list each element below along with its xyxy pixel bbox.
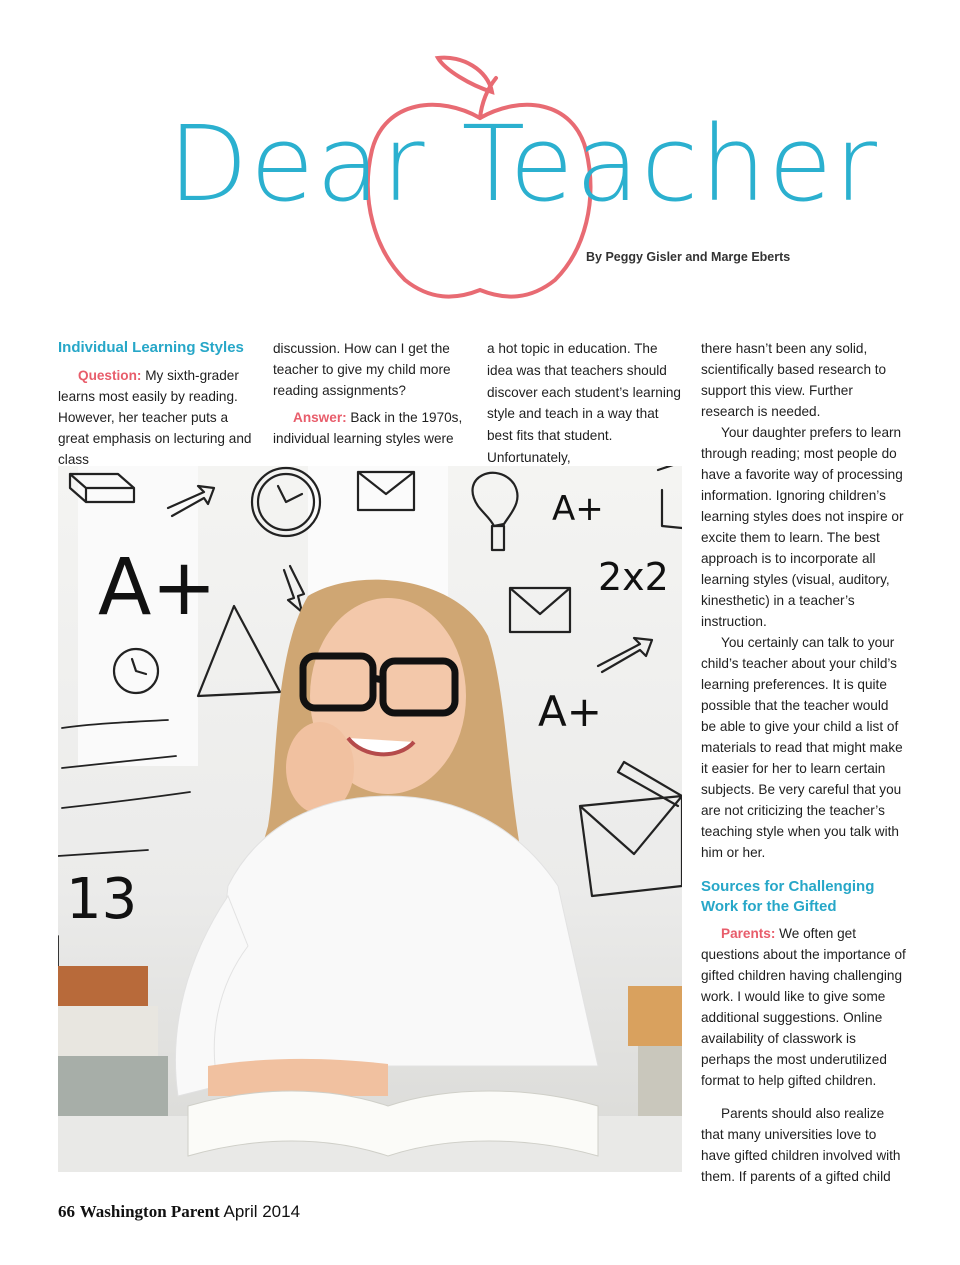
page-footer [58,1202,300,1222]
issue-date: April 2014 [223,1202,301,1221]
talk-to-teacher-paragraph: You certainly can talk to your child’s teacher about your child’s learning preferences. It is quite possible that the teacher would be able to give your child a list of materials to read that might make it easier for her to learn certain subjects. Be very careful that you are not criticizing the teacher’s teaching style when you talk with him or her. [701,635,903,860]
doodle-13: 13 [66,867,138,932]
page-title: Dear Teacher [168,103,880,225]
doodle-2x2: 2x2 [598,555,669,599]
doodle-a-plus-medium: A+ [538,687,602,736]
parents-text: We often get questions about the importance of gifted children having challenging work. I would like to give some additional suggestions. Online availability of classwork is perhaps the most underutilized format to help gifted children. [701,926,906,1088]
question-text: My sixth-grader learns most easily by reading. However, her teacher puts a great emphasis on lecturing and class [58,367,252,467]
doodle-a-plus: A+ [98,543,217,633]
article-column-1 [58,338,258,470]
article-column-2 [273,338,463,449]
article-column-4 [701,338,906,1187]
article-column-3 [487,338,687,469]
question-paragraph [58,365,258,470]
masthead [0,0,960,320]
answer-continuation: a hot topic in education. The idea was that teachers should discover each student’s learning style and teach in a way that best fits that student. Unfortunately, [487,341,681,465]
answer-label: Answer: [293,410,347,425]
answer-paragraph [273,407,463,449]
parents-paragraph [701,923,906,1091]
parents-label: Parents: [721,926,776,941]
question-label: Question: [78,367,142,383]
byline: By Peggy Gisler and Marge Eberts [586,250,791,264]
publication-name: Washington Parent [79,1202,220,1221]
universities-paragraph: Parents should also realize that many universities love to have gifted children involved with them. If parents of a gifted child [701,1106,901,1184]
reading-paragraph: Your daughter prefers to learn through reading; most people do have a favorite way of processing information. Ignoring children’s learning styles does not inspire or excite them to learn. The best approach is to incorporate all learning styles (visual, auditory, kinesthetic) in a teacher’s instruction. [701,425,904,629]
answer-conclusion: there hasn’t been any solid, scientifically based research to support this view. Further research is needed. [701,341,887,419]
girl-with-doodles-photo [58,466,682,1172]
page-number: 66 [58,1202,75,1221]
answer-text: Back in the 1970s, individual learning styles were [273,410,463,446]
question-continuation: discussion. How can I get the teacher to give my child more reading assignments? [273,341,451,398]
section-heading-gifted: Sources for Challenging Work for the Gifted [701,878,875,915]
doodle-a-plus-small: A+ [552,489,604,529]
section-heading: Individual Learning Styles [58,339,244,356]
